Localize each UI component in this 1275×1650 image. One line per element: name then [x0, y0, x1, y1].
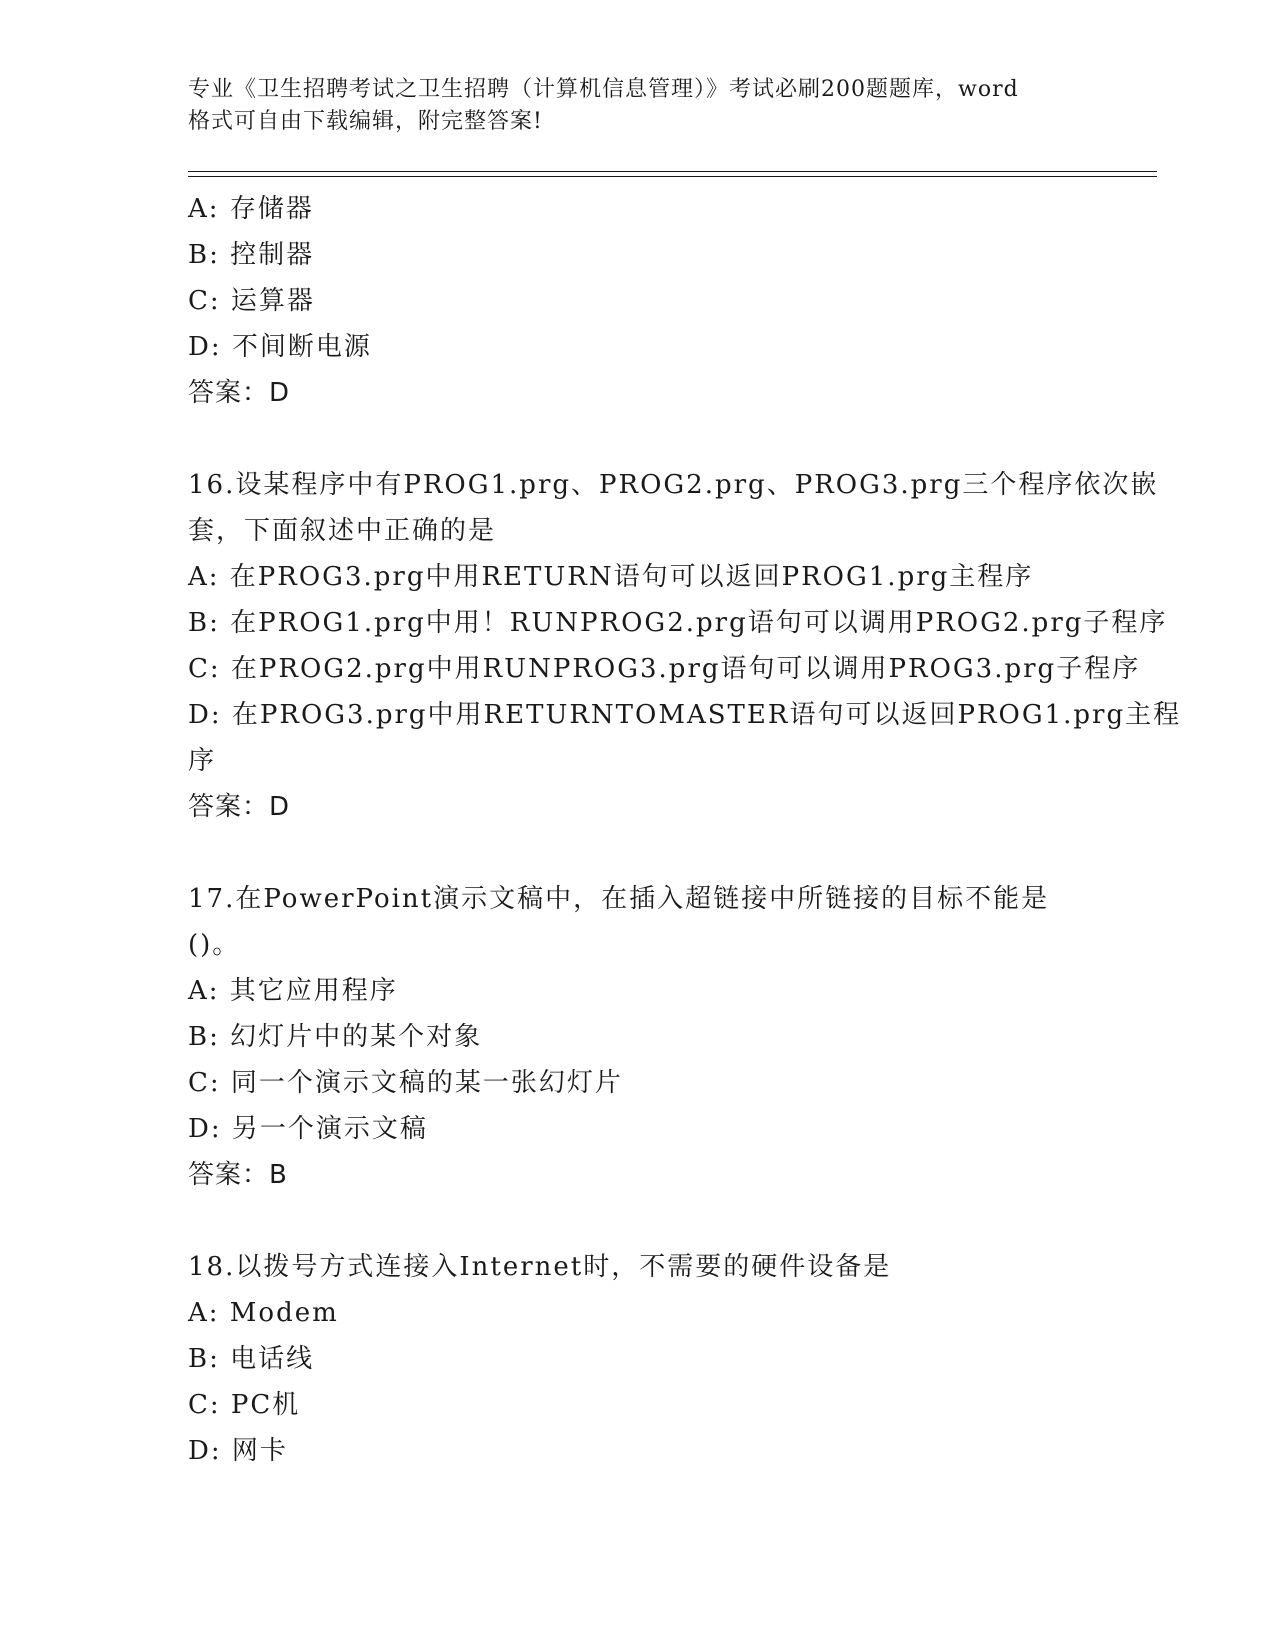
question-stem-line-1: 18.以拨号方式连接入Internet时，不需要的硬件设备是: [188, 1252, 892, 1282]
document-header: [188, 74, 1088, 138]
option-a: A: Modem: [188, 1298, 339, 1328]
question-stem-line-2: ()。: [188, 930, 241, 960]
question-18: [188, 1244, 1088, 1474]
option-d: D: 网卡: [188, 1436, 288, 1466]
option-c: C: PC机: [188, 1390, 301, 1420]
answer-line: 答案：D: [188, 378, 291, 408]
option-d-continuation: 序: [188, 746, 217, 776]
option-b: B: 电话线: [188, 1344, 315, 1374]
question-17: [188, 876, 1088, 1198]
header-rule-bottom: [188, 176, 1157, 177]
header-line-1: 专业《卫生招聘考试之卫生招聘（计算机信息管理）》考试必刷200题题库，word: [188, 77, 1019, 102]
document-body: [188, 186, 1182, 1474]
spacer: [188, 830, 1088, 876]
answer-line: 答案：B: [188, 1160, 288, 1190]
question-stem-line-2: 套，下面叙述中正确的是: [188, 516, 497, 546]
option-c: C: 在PROG2.prg中用RUNPROG3.prg语句可以调用PROG3.prg子程序: [188, 654, 1141, 684]
spacer: [188, 416, 1088, 462]
answer-line: 答案：D: [188, 792, 291, 822]
header-rule-top: [188, 171, 1157, 172]
option-d: D: 不间断电源: [188, 332, 372, 362]
previous-question-options: [188, 186, 1088, 416]
option-a: A: 在PROG3.prg中用RETURN语句可以返回PROG1.prg主程序: [188, 562, 1034, 592]
option-c: C: 同一个演示文稿的某一张幻灯片: [188, 1068, 623, 1098]
option-b: B: 在PROG1.prg中用！RUNPROG2.prg语句可以调用PROG2.prg子程序: [188, 608, 1168, 638]
header-line-2: 格式可自由下载编辑，附完整答案!: [188, 109, 543, 134]
option-d: D: 在PROG3.prg中用RETURNTOMASTER语句可以返回PROG1.prg主程: [188, 700, 1182, 730]
question-16: [188, 462, 1182, 830]
spacer: [188, 1198, 1088, 1244]
question-stem-line-1: 16.设某程序中有PROG1.prg、PROG2.prg、PROG3.prg三个程序依次嵌: [188, 470, 1159, 500]
option-c: C: 运算器: [188, 286, 315, 316]
question-stem-line-1: 17.在PowerPoint演示文稿中，在插入超链接中所链接的目标不能是: [188, 884, 1050, 914]
option-a: A: 存储器: [188, 194, 314, 224]
option-d: D: 另一个演示文稿: [188, 1114, 428, 1144]
option-b: B: 幻灯片中的某个对象: [188, 1022, 483, 1052]
option-b: B: 控制器: [188, 240, 315, 270]
option-a: A: 其它应用程序: [188, 976, 398, 1006]
